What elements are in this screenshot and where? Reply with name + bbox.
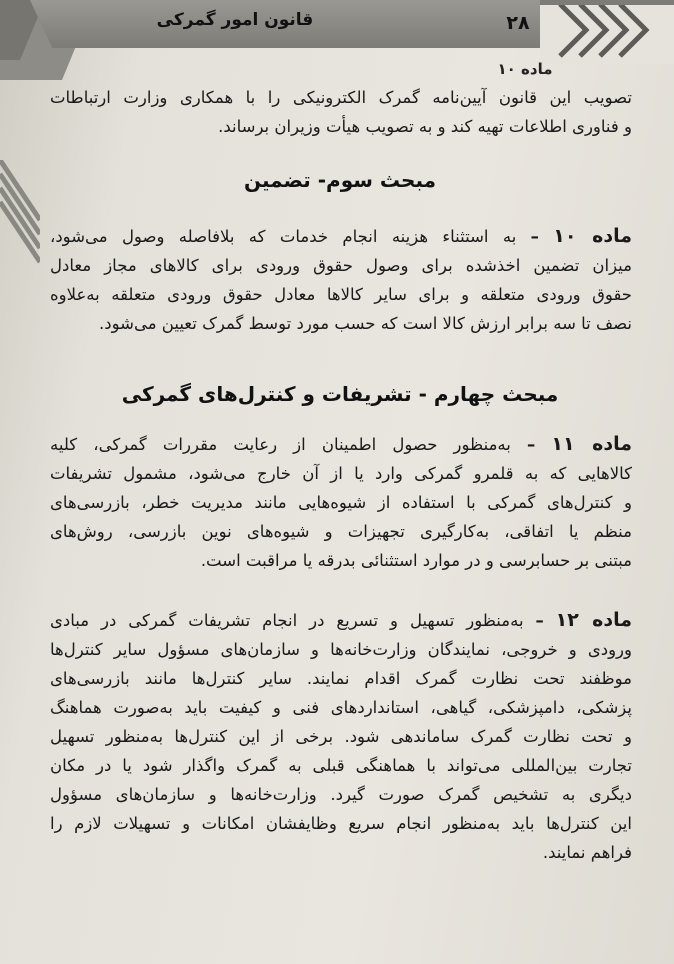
article-12-paragraph [50, 606, 632, 867]
section-3-heading: مبحث سوم- تضمین [243, 168, 436, 192]
article-10-label: ماده ۱۰ [553, 225, 632, 247]
article-10-first-line-text: به استثناء هزینه انجام خدمات که بلافاصله وصول می‌شود، [50, 227, 517, 246]
running-header-title: قانون امور گمرکی [156, 10, 314, 30]
article-10-dash: – [530, 227, 539, 246]
intro-line-2: و فناوری اطلاعات تهیه کند و به تصویب هیأت وزیران برساند. [218, 117, 632, 136]
article-11-dash: – [527, 435, 536, 454]
section-4-heading: مبحث چهارم - تشریفات و کنترل‌های گمرکی [121, 382, 559, 406]
article-11-line: مبتنی بر حسابرسی و در موارد استثنائی بدرقه یا مراقبت است. [200, 551, 632, 570]
article-12-line: و تحت نظارت گمرک ساماندهی شود. برخی از این کنترل‌ها به‌منظور تسهیل [50, 727, 632, 746]
article-12-line: تجارت بین‌المللی می‌تواند با هماهنگی قبلی به گمرک واگذار شود یا در مکان [50, 756, 632, 775]
intro-line-1: تصویب این قانون آیین‌نامه گمرک الکترونیکی را با همکاری وزارت ارتباطات [50, 88, 632, 107]
article-12-label: ماده ۱۲ [555, 609, 632, 631]
running-head-article: ماده ۱۰ [497, 60, 553, 78]
left-stripe-ornament [0, 160, 40, 270]
article-11-first-line [50, 430, 632, 459]
article-12-first-line-text: به‌منظور تسهیل و تسریع در انجام تشریفات گمرکی در مبادی [50, 611, 524, 630]
article-11-paragraph [50, 430, 632, 575]
article-11-line: منظم یا اتفاقی، به‌کارگیری تجهیزات و شیوه‌های نوین بازرسی، روش‌های [50, 522, 632, 541]
article-10-line: میزان تضمین اخذشده برای وصول حقوق ورودی برای کالاهای مجاز معادل [50, 256, 632, 275]
article-12-line: فراهم نمایند. [542, 843, 632, 862]
page-number: ۲۸ [506, 12, 530, 34]
article-12-dash: – [535, 611, 544, 630]
article-11-label: ماده ۱۱ [551, 433, 632, 455]
article-12-line: دیگری به تشخیص گمرک صورت گیرد. وزارت‌خانه‌ها و سازمان‌های مسؤول [50, 785, 632, 804]
article-12-line: این کنترل‌ها باید به‌منظور انجام سریع وظایفشان امکانات و تسهیلات لازم را [50, 814, 632, 833]
article-10-first-line [50, 222, 632, 251]
article-10-paragraph [50, 222, 632, 338]
article-11-first-line-text: به‌منظور حصول اطمینان از رعایت مقررات گمرکی، کلیه [50, 435, 511, 454]
chevron-ornament-icon [540, 0, 674, 64]
article-12-line: پزشکی، دامپزشکی، گیاهی، استانداردهای فنی و کیفیت باید به‌صورت هماهنگ [50, 698, 632, 717]
article-10-line: حقوق ورودی متعلقه و برای سایر کالاها معادل حقوق ورودی متعلقه به‌علاوه [50, 285, 632, 304]
article-11-line: و کنترل‌های گمرکی با استفاده از شیوه‌هایی مانند مدیریت خطر، بازرسی‌های [50, 493, 632, 512]
article-11-line: کالاهایی که به قلمرو گمرکی وارد یا از آن خارج می‌شود، مشمول تشریفات [50, 464, 632, 483]
article-12-line: موظفند تحت نظارت گمرک اقدام نمایند. سایر کنترل‌ها مانند بازرسی‌های [50, 669, 632, 688]
article-12-first-line [50, 606, 632, 635]
article-10-line: نصف تا سه برابر ارزش کالا است که حسب مورد توسط گمرک تعیین می‌شود. [99, 314, 632, 333]
intro-paragraph [50, 83, 632, 141]
article-12-line: ورودی و خروجی، نمایندگان وزارت‌خانه‌ها و سازمان‌های مسؤول سایر کنترل‌ها [50, 640, 632, 659]
